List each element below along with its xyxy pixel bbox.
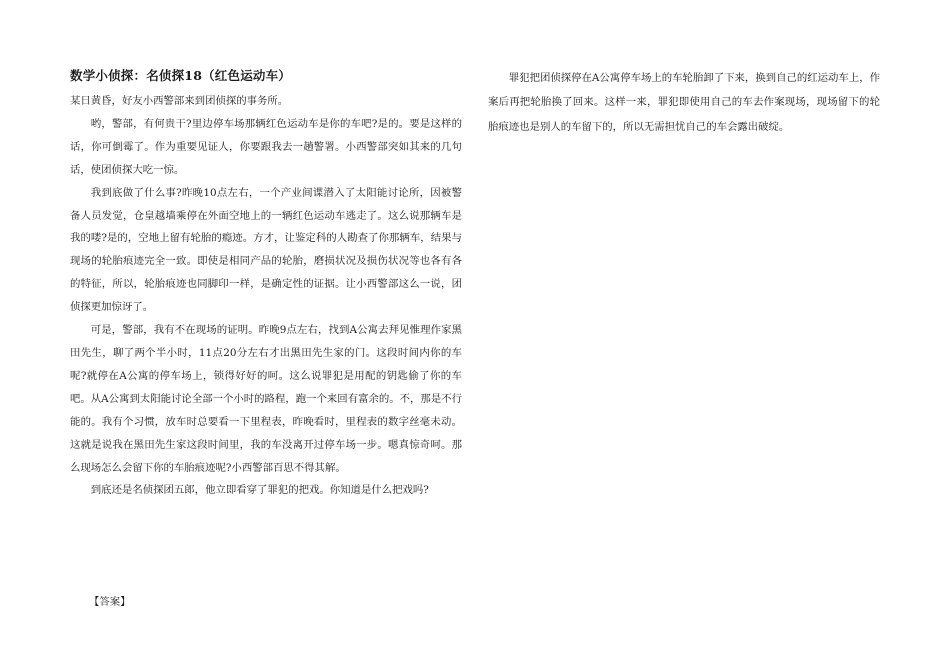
document-title: 数学小侦探：名侦探18（红色运动车） [70, 68, 291, 83]
paragraph-intro: 某日黄昏，好友小西警部来到团侦探的事务所。 [70, 95, 289, 107]
left-column [70, 66, 462, 502]
answer-paragraph: 罪犯把团侦探停在A公寓停车场上的车轮胎卸了下来，换到自己的红运动车上，作案后再把轮胎换了回来。这样一来，罪犯即使用自己的车去作案现场，现场留下的轮胎痕迹也是别人的车留下的，所以无需担忧自己的车会露出破绽。 [488, 72, 880, 133]
paragraph-3: 我到底做了什么事?昨晚10点左右，一个产业间谍潜入了太阳能讨论所，因被警备人员发觉，仓皇越墙乘停在外面空地上的一辆红色运动车逃走了。这么说那辆车是我的喽?是的，空地上留有轮胎的瘾迹。方才，让鉴定科的人勘查了你那辆车，结果与现场的轮胎痕迹完全一致。即使是相同产品的轮胎，磨损状况及损伤状况等也各有各的特征，所以，轮胎痕迹也同脚印一样，是确定性的证据。让小西警部这么一说，团侦探更加惊讶了。 [70, 186, 462, 314]
paragraph-4: 可是，警部，我有不在现场的证明。昨晚9点左右，找到A公寓去拜见惟理作家黑田先生，聊了两个半小时，11点20分左右才出黑田先生家的门。这段时间内你的车呢?就停在A公寓的停车场上，锁得好好的呵。这么说罪犯是用配的钥匙偷了你的车吧。从A公寓到太阳能讨论全部一个小时的路程，跑一个来回有富余的。不，那是不行能的。我有个习惯，放车时总要看一下里程表，昨晚看时，里程表的数字丝毫未动。这就是说我在黑田先生家这段时间里，我的车没离开过停车场一步。嗯真惊奇呵。那么现场怎么会留下你的车胎痕迹呢?小西警部百思不得其解。 [70, 324, 462, 474]
right-column [488, 66, 880, 139]
paragraph-5: 到底还是名侦探团五郎，他立即看穿了罪犯的把戏。你知道是什么把戏吗? [90, 484, 429, 497]
paragraph-2: 哟，警部，有何贵干?里边停车场那辆红色运动车是你的车吧?是的。要是这样的话，你可倒霉了。作为重要见证人，你要跟我去一趟警署。小西警部突如其来的几句话，使团侦探大吃一惊。 [70, 117, 462, 176]
answer-label: 【答案】 [89, 596, 131, 608]
